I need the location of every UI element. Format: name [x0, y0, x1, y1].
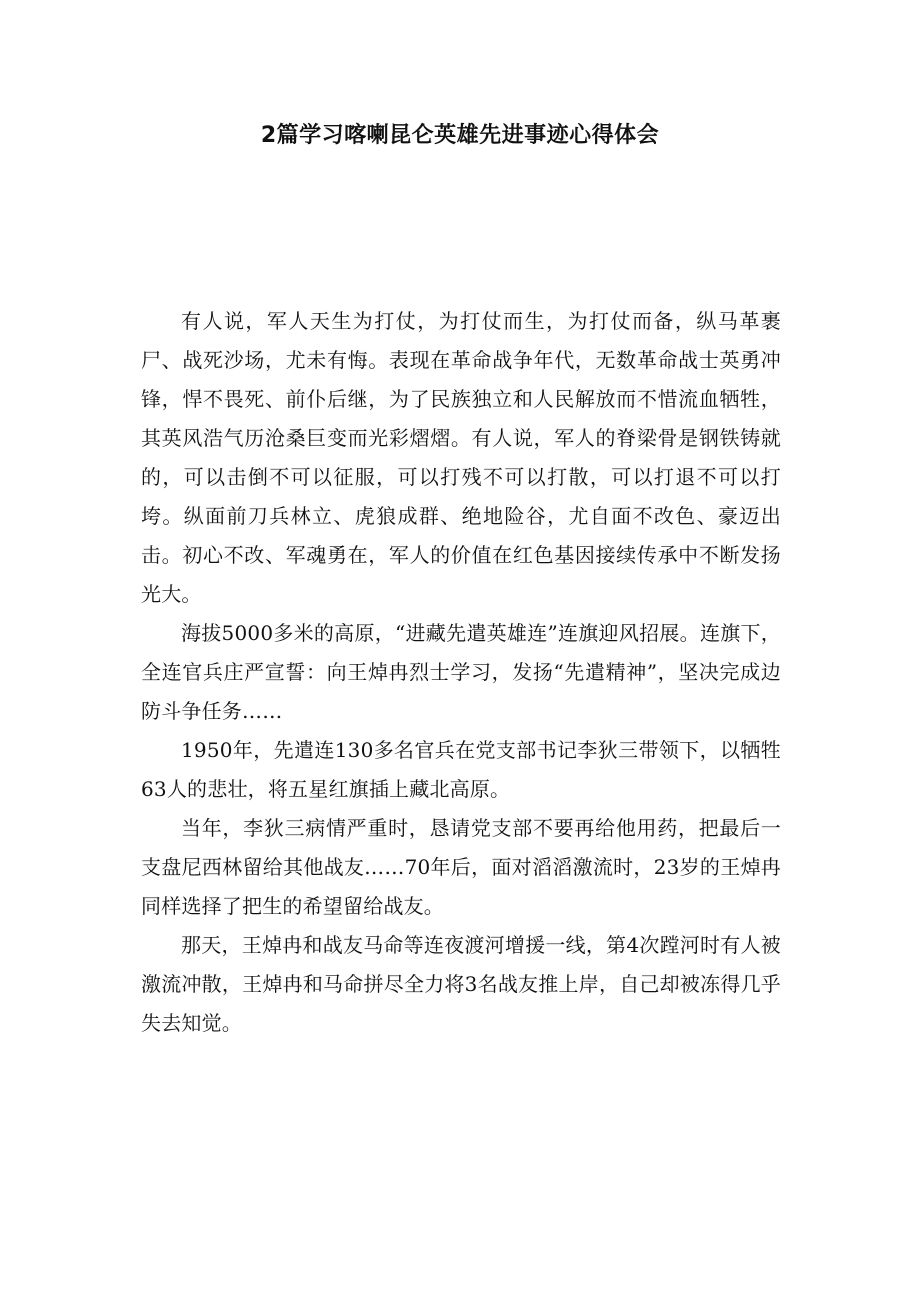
paragraph-1: 有人说，军人天生为打仗，为打仗而生，为打仗而备，纵马革裹尸、战死沙场，尤未有悔。表现在革命战争年代，无数革命战士英勇冲锋，悍不畏死、前仆后继，为了民族独立和人民解放而不惜流血牺牲，其英风浩气历沧桑巨变而光彩熠熠。有人说，军人的脊梁骨是钢铁铸就的，可以击倒不可以征服，可以打残不可以打散，可以打退不可以打垮。纵面前刀兵林立、虎狼成群、绝地险谷，尤自面不改色、豪迈出击。初心不改、军魂勇在，军人的价值在红色基因接续传承中不断发扬光大。 — [141, 309, 781, 606]
paragraph-2: 海拔5000多米的高原，“进藏先遣英雄连”连旗迎风招展。连旗下，全连官兵庄严宣誓：向王焯冉烈士学习，发扬“先遣精神”，坚决完成边防斗争任务…… — [141, 621, 781, 723]
document-body — [141, 302, 781, 1043]
paragraph-5: 那天，王焯冉和战友马命等连夜渡河增援一线，第4次蹚河时有人被激流冲散，王焯冉和马命拼尽全力将3名战友推上岸，自己却被冻得几乎失去知觉。 — [141, 933, 781, 1035]
paragraph-3: 1950年，先遣连130多名官兵在党支部书记李狄三带领下，以牺牲63人的悲壮，将五星红旗插上藏北高原。 — [141, 738, 781, 801]
paragraph-4: 当年，李狄三病情严重时，恳请党支部不要再给他用药，把最后一支盘尼西林留给其他战友……70年后，面对滔滔激流时，23岁的王焯冉同样选择了把生的希望留给战友。 — [141, 816, 781, 918]
document-title: 2篇学习喀喇昆仑英雄先进事迹心得体会 — [260, 123, 660, 148]
